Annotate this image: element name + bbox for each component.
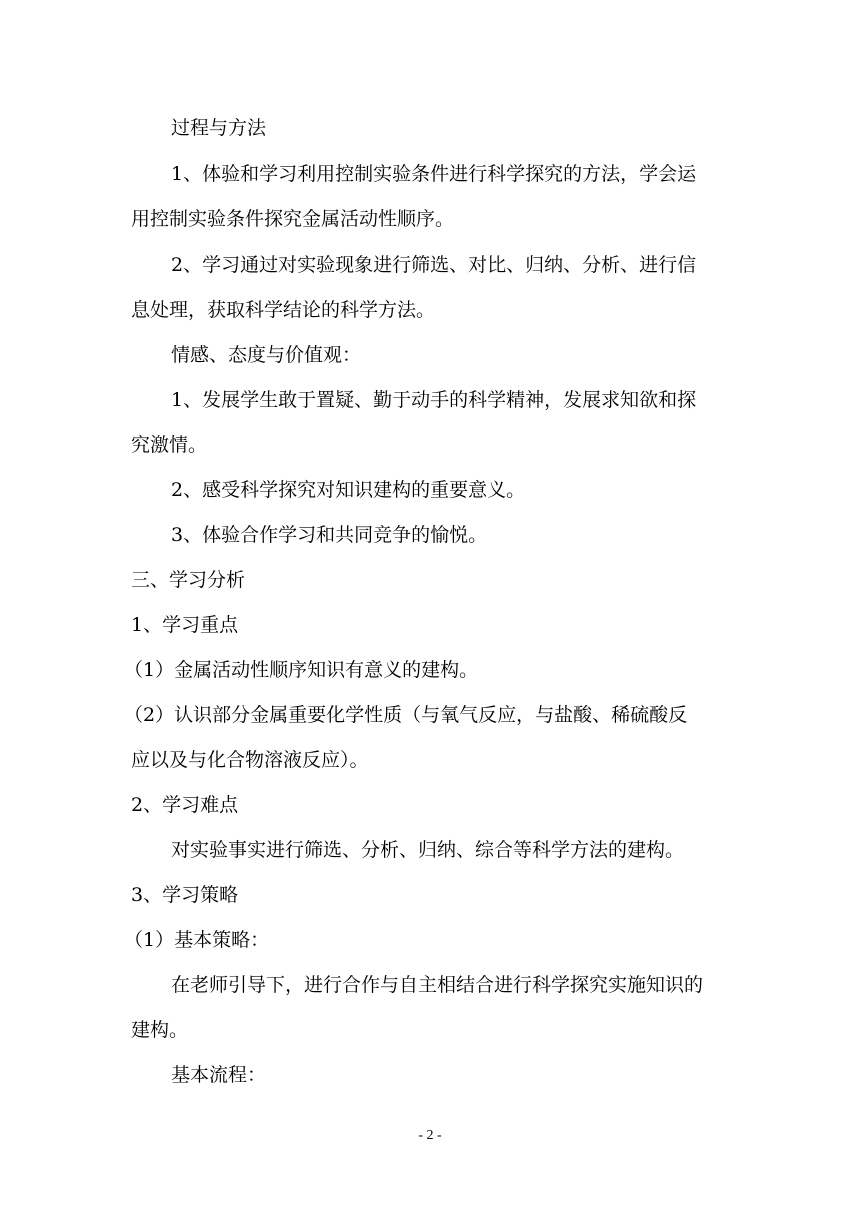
paragraph-line: 3、体验合作学习和共同竞争的愉悦。 bbox=[171, 524, 488, 546]
paragraph-line: 2、感受科学探究对知识建构的重要意义。 bbox=[171, 479, 526, 501]
subheading-learning-focus: 1、学习重点 bbox=[131, 614, 239, 636]
paragraph-line: 应以及与化合物溶液反应）。 bbox=[131, 749, 369, 771]
paragraph-line: 1、体验和学习利用控制实验条件进行科学探究的方法，学会运 bbox=[171, 163, 697, 185]
paragraph-line: 建构。 bbox=[131, 1019, 189, 1041]
heading-emotion-attitude-values: 情感、态度与价值观： bbox=[171, 344, 362, 366]
section-heading-learning-analysis: 三、学习分析 bbox=[131, 569, 246, 591]
paragraph-line: 用控制实验条件探究金属活动性顺序。 bbox=[131, 208, 455, 230]
paragraph-line: 对实验事实进行筛选、分析、归纳、综合等科学方法的建构。 bbox=[171, 839, 685, 861]
paragraph-line: 究激情。 bbox=[131, 434, 208, 456]
list-item: （1）金属活动性顺序知识有意义的建构。 bbox=[124, 659, 479, 681]
page-number: - 2 - bbox=[418, 1128, 442, 1143]
paragraph-line: 1、发展学生敢于置疑、勤于动手的科学精神，发展求知欲和探 bbox=[171, 389, 697, 411]
heading-process-and-method: 过程与方法 bbox=[171, 117, 267, 139]
paragraph-line: 2、学习通过对实验现象进行筛选、对比、归纳、分析、进行信 bbox=[171, 254, 697, 276]
subheading-learning-strategy: 3、学习策略 bbox=[131, 884, 239, 906]
basic-flow-label: 基本流程： bbox=[171, 1064, 267, 1086]
paragraph-line: 在老师引导下，进行合作与自主相结合进行科学探究实施知识的 bbox=[171, 974, 704, 996]
subheading-learning-difficulty: 2、学习难点 bbox=[131, 794, 239, 816]
paragraph-line: 息处理，获取科学结论的科学方法。 bbox=[131, 299, 436, 321]
list-item: （1）基本策略： bbox=[124, 929, 270, 951]
list-item: （2）认识部分金属重要化学性质（与氧气反应，与盐酸、稀硫酸反 bbox=[124, 704, 688, 726]
